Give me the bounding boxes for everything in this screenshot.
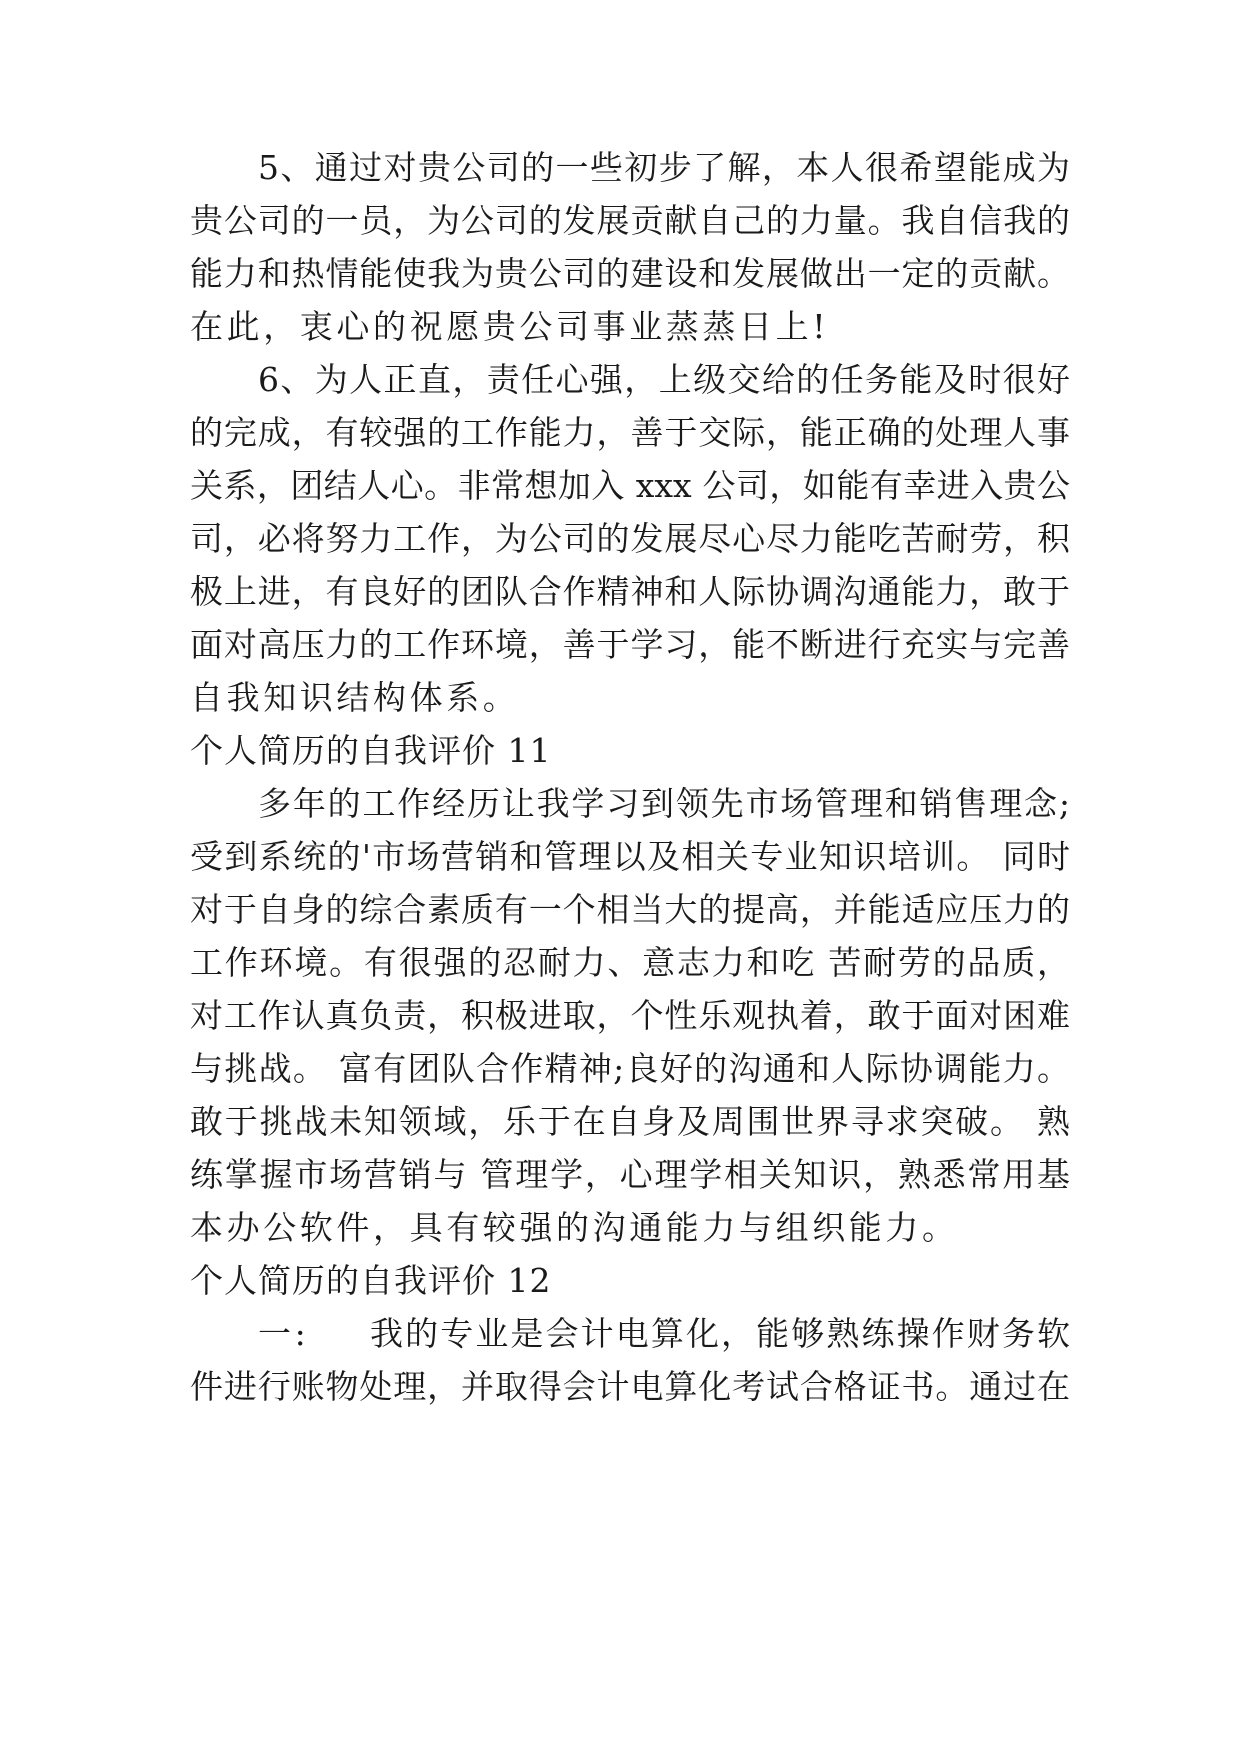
section-11-line-5: 对工作认真负责，积极进取，个性乐观执着，敢于面对困难	[190, 996, 1070, 1035]
paragraph-6-line-7: 自我知识结构体系。	[190, 678, 520, 717]
section-11-line-1: 多年的工作经历让我学习到领先市场管理和销售理念;	[258, 784, 1070, 823]
section-11-line-6: 与挑战。 富有团队合作精神;良好的沟通和人际协调能力。	[190, 1049, 1070, 1088]
section-heading-11: 个人简历的自我评价 11	[190, 731, 552, 770]
section-11-line-8: 练掌握市场营销与 管理学，心理学相关知识，熟悉常用基	[190, 1155, 1070, 1194]
section-12-line-1: 我的专业是会计电算化，能够熟练操作财务软	[370, 1314, 1070, 1353]
section-heading-12: 个人简历的自我评价 12	[190, 1261, 552, 1300]
paragraph-6-line-2: 的完成，有较强的工作能力，善于交际，能正确的处理人事	[190, 413, 1070, 452]
paragraph-6-line-3: 关系，团结人心。非常想加入 xxx 公司，如能有幸进入贵公	[190, 466, 1070, 505]
section-12-line-2: 件进行账物处理，并取得会计电算化考试合格证书。通过在	[190, 1367, 1070, 1406]
paragraph-6-line-5: 极上进，有良好的团队合作精神和人际协调沟通能力，敢于	[190, 572, 1070, 611]
paragraph-5-line-1: 5、通过对贵公司的一些初步了解，本人很希望能成为	[258, 148, 1070, 187]
paragraph-5-line-2: 贵公司的一员，为公司的发展贡献自己的力量。我自信我的	[190, 201, 1070, 240]
section-12-item-marker: 一:	[258, 1314, 310, 1353]
section-11-line-9: 本办公软件，具有较强的沟通能力与组织能力。	[190, 1208, 959, 1247]
section-11-line-2: 受到系统的'市场营销和管理以及相关专业知识培训。 同时	[190, 837, 1070, 876]
paragraph-5-line-4: 在此，衷心的祝愿贵公司事业蒸蒸日上!	[190, 307, 830, 346]
section-11-line-3: 对于自身的综合素质有一个相当大的提高，并能适应压力的	[190, 890, 1070, 929]
section-11-line-4: 工作环境。有很强的忍耐力、意志力和吃 苦耐劳的品质，	[190, 943, 1070, 982]
paragraph-6-line-1: 6、为人正直，责任心强，上级交给的任务能及时很好	[258, 360, 1070, 399]
section-11-line-7: 敢于挑战未知领域，乐于在自身及周围世界寻求突破。 熟	[190, 1102, 1070, 1141]
paragraph-6-line-4: 司，必将努力工作，为公司的发展尽心尽力能吃苦耐劳，积	[190, 519, 1070, 558]
paragraph-5-line-3: 能力和热情能使我为贵公司的建设和发展做出一定的贡献。	[190, 254, 1070, 293]
paragraph-6-line-6: 面对高压力的工作环境，善于学习，能不断进行充实与完善	[190, 625, 1070, 664]
